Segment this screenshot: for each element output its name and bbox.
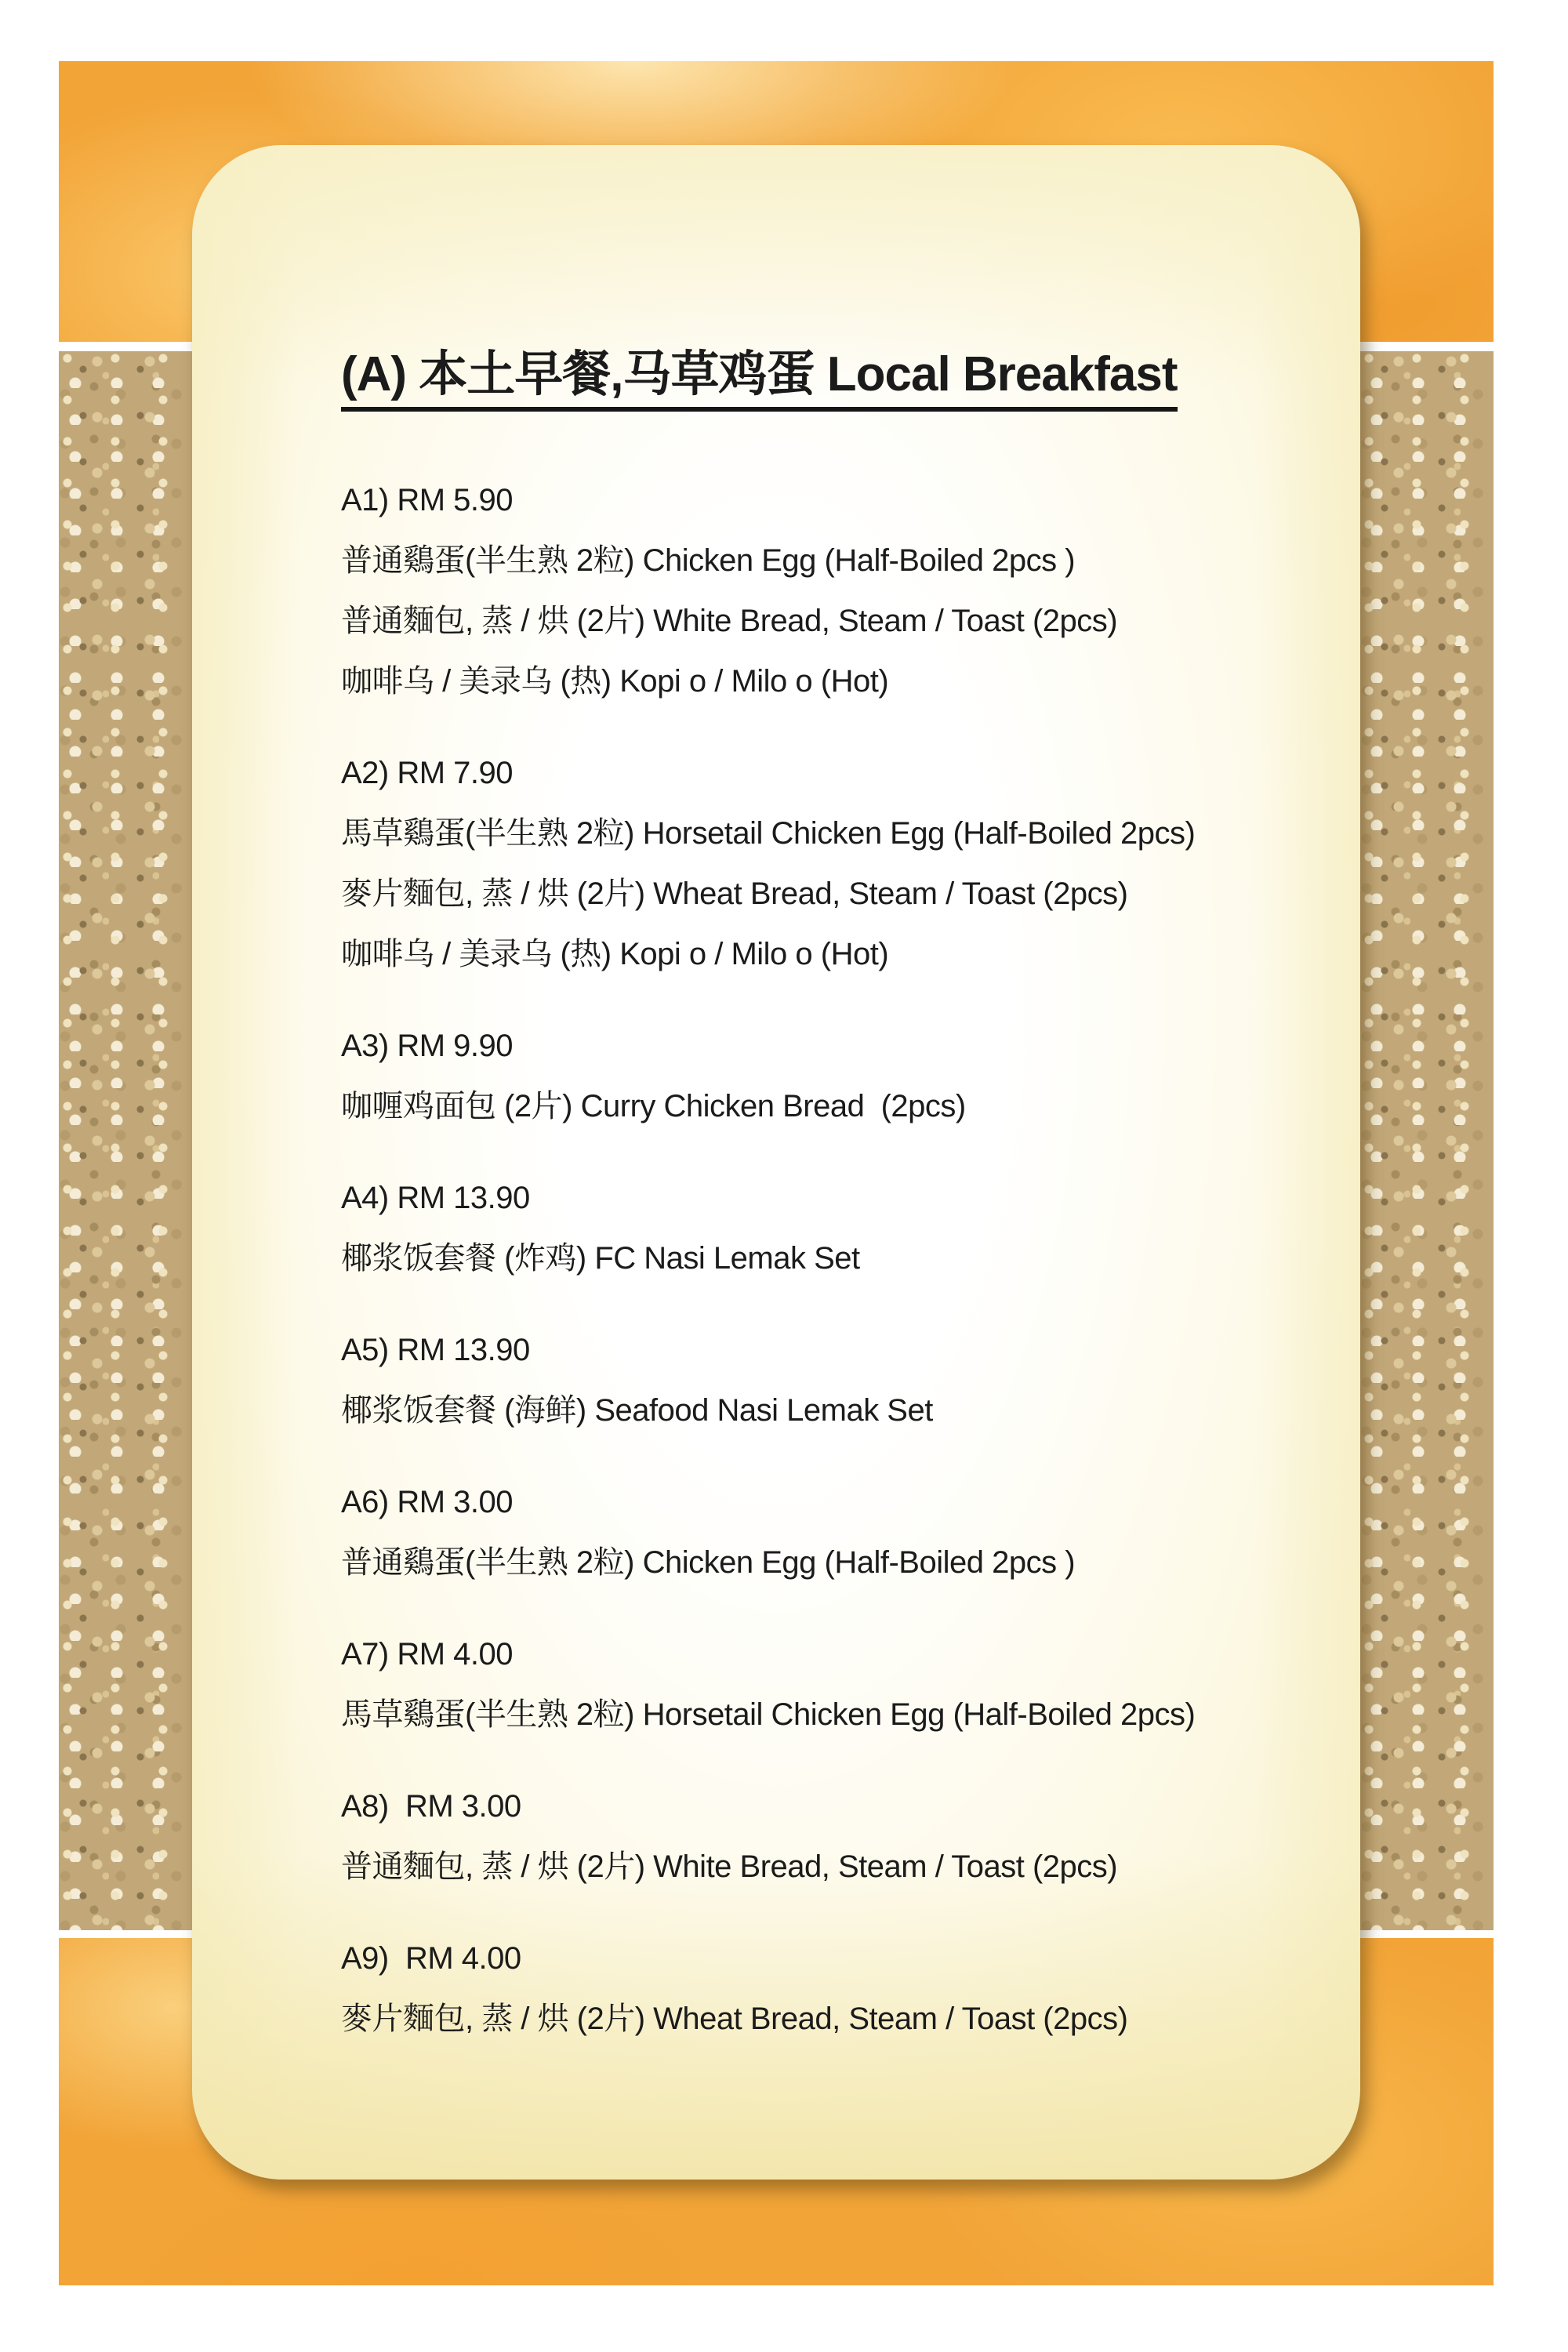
menu-section-title: (A) 本土早餐,马草鸡蛋 Local Breakfast bbox=[341, 350, 1178, 412]
item-line: 麥片麵包, 蒸 / 烘 (2片) Wheat Bread, Steam / Toast (2pcs) bbox=[341, 2002, 1128, 2036]
price-line: A9) RM 4.00 bbox=[341, 1941, 521, 1976]
menu-item bbox=[341, 1472, 1274, 1593]
menu-item bbox=[341, 1777, 1274, 1897]
item-line: 椰浆饭套餐 (海鲜) Seafood Nasi Lemak Set bbox=[341, 1393, 933, 1428]
sand-texture-right bbox=[1360, 351, 1494, 1930]
menu-item bbox=[341, 1168, 1274, 1289]
item-line: 馬草鷄蛋(半生熟 2粒) Horsetail Chicken Egg (Half-Boiled 2pcs) bbox=[341, 1697, 1196, 1732]
item-line: 普通鷄蛋(半生熟 2粒) Chicken Egg (Half-Boiled 2pcs ) bbox=[341, 543, 1076, 578]
price-line: A2) RM 7.90 bbox=[341, 756, 514, 790]
menu-item bbox=[341, 743, 1274, 985]
price-line: A5) RM 13.90 bbox=[341, 1333, 530, 1367]
price-line: A3) RM 9.90 bbox=[341, 1029, 514, 1063]
item-line: 普通麵包, 蒸 / 烘 (2片) White Bread, Steam / Toast (2pcs) bbox=[341, 604, 1118, 638]
item-line: 咖啡乌 / 美录乌 (热) Kopi o / Milo o (Hot) bbox=[341, 664, 889, 699]
price-line: A1) RM 5.90 bbox=[341, 483, 514, 517]
item-line: 咖啡乌 / 美录乌 (热) Kopi o / Milo o (Hot) bbox=[341, 937, 889, 971]
item-line: 咖喱鸡面包 (2片) Curry Chicken Bread (2pcs) bbox=[341, 1089, 966, 1123]
price-line: A4) RM 13.90 bbox=[341, 1181, 530, 1215]
menu-item bbox=[341, 1320, 1274, 1441]
menu-list bbox=[341, 470, 1274, 2049]
item-line: 椰浆饭套餐 (炸鸡) FC Nasi Lemak Set bbox=[341, 1241, 860, 1276]
item-line: 馬草鷄蛋(半生熟 2粒) Horsetail Chicken Egg (Half-Boiled 2pcs) bbox=[341, 816, 1196, 851]
item-line: 麥片麵包, 蒸 / 烘 (2片) Wheat Bread, Steam / Toast (2pcs) bbox=[341, 877, 1128, 911]
menu-item bbox=[341, 1929, 1274, 2049]
price-line: A7) RM 4.00 bbox=[341, 1637, 514, 1671]
menu-item bbox=[341, 1016, 1274, 1137]
item-line: 普通麵包, 蒸 / 烘 (2片) White Bread, Steam / Toast (2pcs) bbox=[341, 1849, 1118, 1884]
menu-card bbox=[192, 145, 1360, 2180]
price-line: A8) RM 3.00 bbox=[341, 1789, 521, 1824]
price-line: A6) RM 3.00 bbox=[341, 1485, 514, 1519]
sand-texture-left bbox=[59, 351, 192, 1930]
menu-item bbox=[341, 1624, 1274, 1745]
menu-item bbox=[341, 470, 1274, 712]
item-line: 普通鷄蛋(半生熟 2粒) Chicken Egg (Half-Boiled 2pcs ) bbox=[341, 1545, 1076, 1580]
